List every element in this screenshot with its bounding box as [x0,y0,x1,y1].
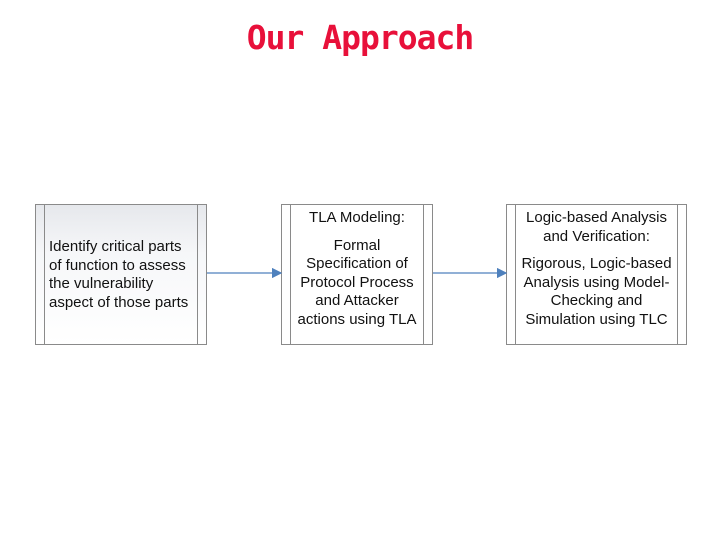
tla-modeling-body: Formal Specification of Protocol Process and Attacker actions using TLA [297,236,417,328]
tla-modeling-heading: TLA Modeling: [309,209,405,226]
identify-text: Identify critical parts of function to assess the vulnerability aspect of those parts [49,238,189,311]
analysis-heading: Logic-based Analysis and Verification: [526,209,667,245]
page-title: Our Approach [246,18,474,57]
analysis-body: Rigorous, Logic-based Analysis using Model-Checking and Simulation using TLC [521,255,672,328]
